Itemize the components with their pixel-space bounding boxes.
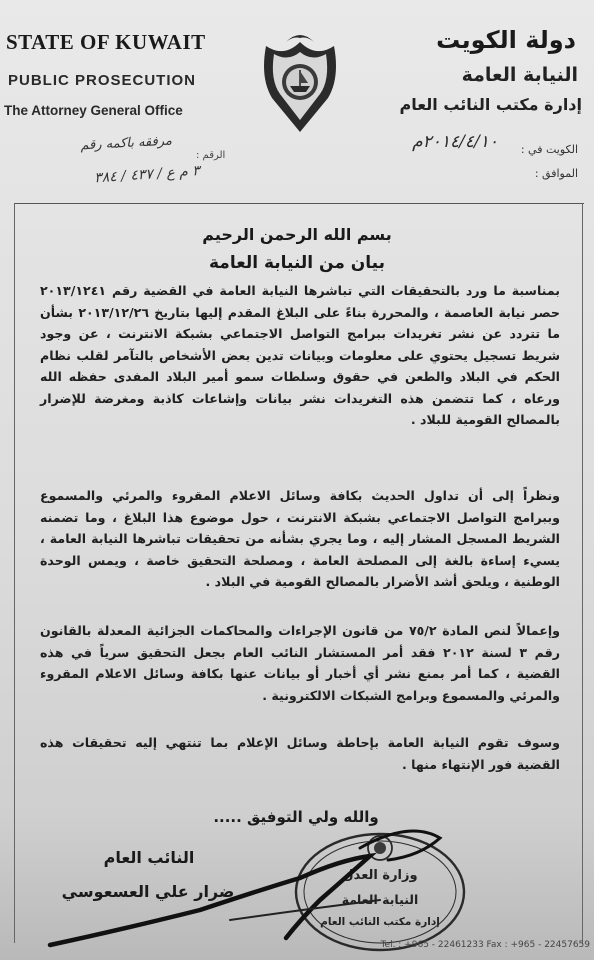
- date-label: الكويت في :: [520, 143, 578, 156]
- content-frame-right: [582, 203, 583, 943]
- paragraph-3: وإعمالاً لنص المادة ٧٥/٢ من قانون الإجراءات والمحاكمات الجزائية المعدلة بالقانون رقم ٣ لسنة ٢٠١٢ فقد أمر المستشار النائب العام بجعل التحقيق سرياً في هذه القضية ، كما أمر بمنع نشر أي أخبار أو بيانات عنها بكافة وسائل الاعلام المقروء والمرئي والمسموع وبرامج الشبكات الالكترونية .: [40, 623, 560, 703]
- corresponding-date-label: الموافق :: [534, 167, 578, 180]
- paragraph-1: بمناسبة ما ورد بالتحقيقات التي تباشرها النيابة العامة في القضية رقم ٢٠١٣/١٢٤١ حصر نيابة العاصمة ، والمحررة بناءً على البلاغ المقدم إليها بتاريخ ٢٠١٣/١٢/٢٦ بشأن ما تتردد عن نشر تغريدات ببرامج التواصل الاجتماعي بشبكة الانترنت ، عن وجود شريط تسجيل يحتوي على معلومات وبيانات تدين بعض الأشخاص بالتآمر لقلب نظام الحكم في البلاد والطعن في حقوق وسلطات سمو أمير البلاد المفدى حفظه الله ورعاه ، كما تتضمن هذه التغريدات نشر بيانات وإشاعات كاذبة ومغرضة للإضرار بالمصالح القومية للبلاد .: [40, 283, 561, 427]
- reference-label: الرقم :: [196, 150, 226, 161]
- signatory-name: ضرار علي العسعوسي: [61, 882, 235, 901]
- english-prosecution-title: PUBLIC PROSECUTION: [8, 72, 197, 89]
- kuwait-emblem-icon: [252, 28, 348, 138]
- arabic-office-title: إدارة مكتب النائب العام: [399, 95, 582, 114]
- arabic-state-title: دولة الكويت: [436, 26, 576, 54]
- content-frame-left: [14, 203, 15, 943]
- handwritten-date: ٢٠١٤/٤/١٠م: [412, 132, 498, 152]
- handwritten-attachment-note: مرفقه باكمه رقم: [80, 133, 173, 154]
- official-stamp: [292, 826, 468, 954]
- paragraph-4: وسوف تقوم النيابة العامة بإحاطة وسائل الإعلام بما تنتهي إليه تحقيقات هذه القضية فور الإنتهاء منها .: [40, 735, 560, 772]
- english-office-title: The Attorney General Office: [4, 103, 183, 118]
- reference-number: ٣ م ع / ٤٣٧ / ٣٨٤: [93, 163, 201, 187]
- stamp-line-2: إدارة مكتب النائب العام: [320, 916, 440, 928]
- basmala: بسم الله الرحمن الرحيم: [202, 225, 392, 244]
- stamp-line-1: النيابة العامة: [341, 892, 419, 907]
- footer-contact: Tel. : +965 - 22461233 Fax : +965 - 22457659: [380, 940, 590, 950]
- content-frame-top: [14, 203, 584, 204]
- arabic-prosecution-title: النيابة العامة: [461, 64, 578, 86]
- stamp-oval-icon: [292, 826, 468, 954]
- paragraph-2: ونظراً إلى أن تداول الحديث بكافة وسائل الاعلام المقروء والمرئي والمسموع وببرامج التواصل الاجتماعي بشبكة الانترنت ، حول موضوع هذا البلاغ ، وما تضمنه الشريط المسجل المشار إليه ، وما يجري بشأنه من تحقيقات تباشرها النيابة العامة ، يسيء إساءة بالغة إلى المصلحة العامة ، ومصلحة التحقيق خاصة ، ويمس الوحدة الوطنية ، ويلحق أشد الأضرار بالمصالح القومية في البلاد .: [40, 488, 560, 589]
- stamp-ministry: وزارة العدل: [342, 868, 418, 883]
- signatory-title: النائب العام: [103, 848, 195, 867]
- statement-headline: بيان من النيابة العامة: [209, 253, 385, 273]
- closing-phrase: والله ولي التوفيق .....: [213, 808, 379, 826]
- english-state-title: STATE OF KUWAIT: [6, 30, 206, 54]
